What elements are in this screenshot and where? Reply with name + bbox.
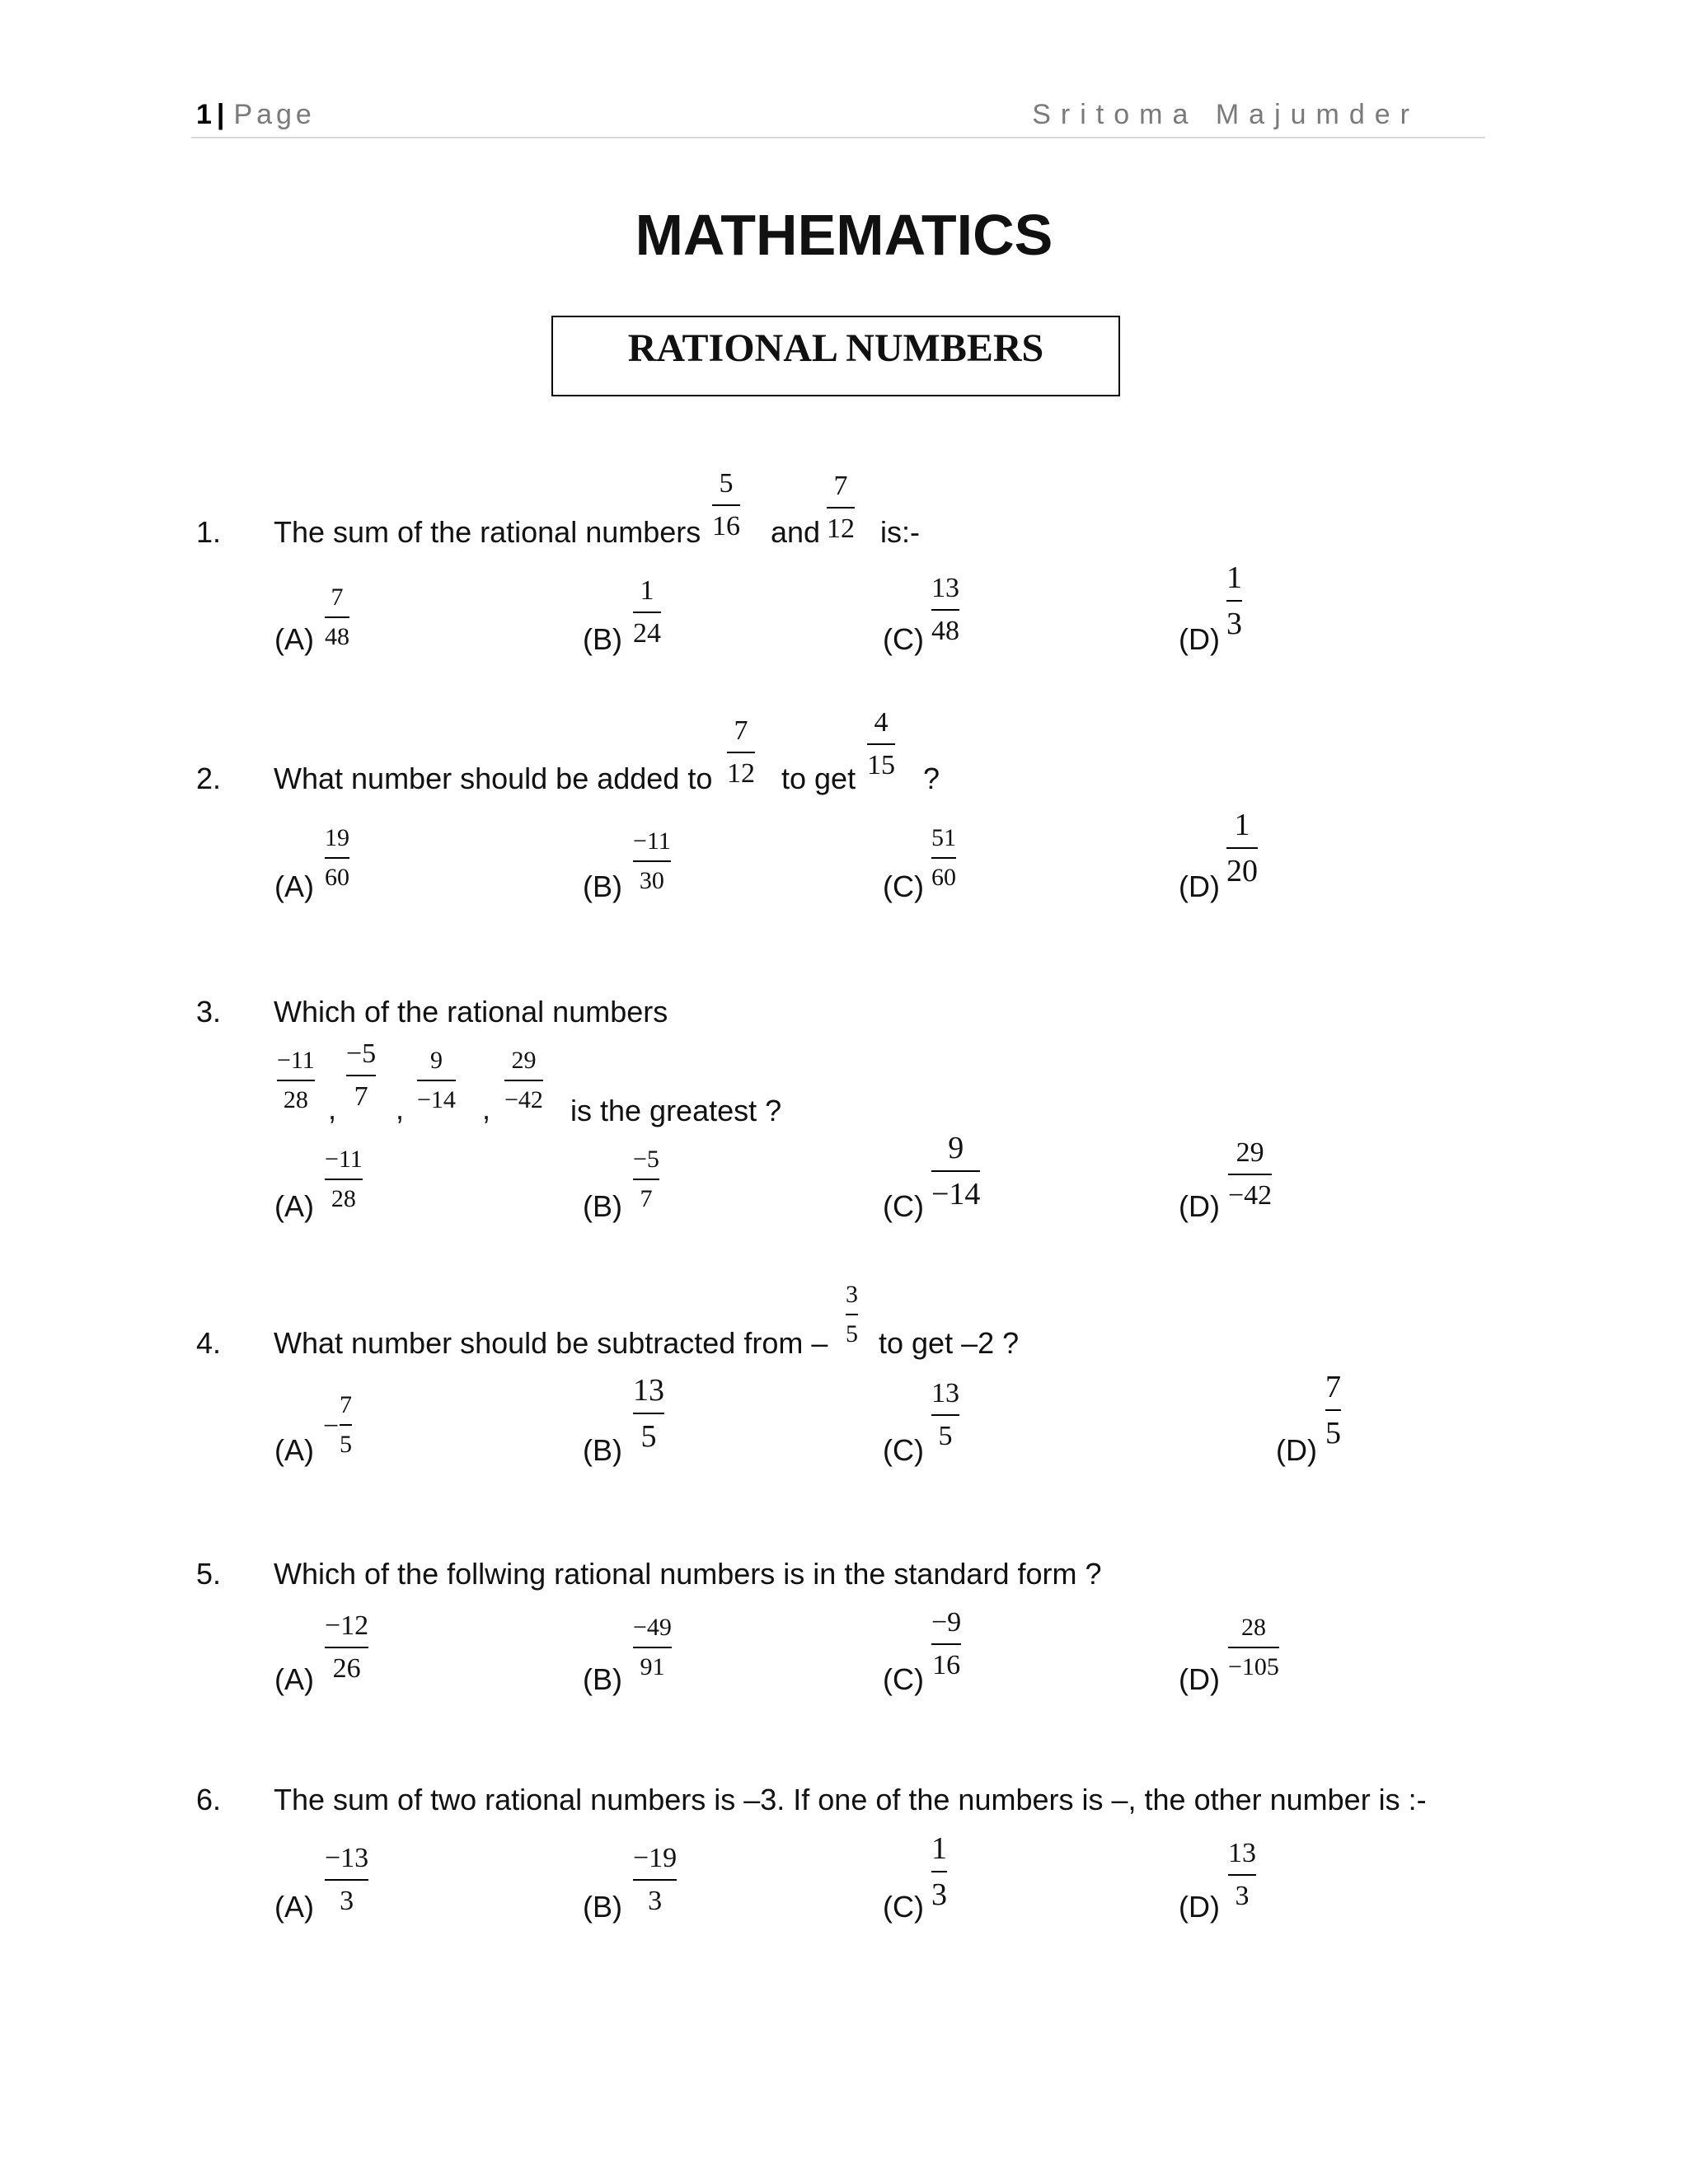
- numerator: 9: [429, 1047, 443, 1074]
- option-label: (A): [274, 1890, 314, 1924]
- numerator: 13: [931, 1378, 959, 1408]
- question-number: 3.: [196, 995, 222, 1029]
- option-fraction: [325, 1147, 363, 1212]
- option-fraction: [1325, 1371, 1341, 1449]
- numerator: 4: [874, 707, 889, 738]
- question-number: 6.: [196, 1783, 222, 1816]
- option-fraction: [633, 1844, 677, 1915]
- numerator: −5: [633, 1146, 659, 1173]
- comma: ,: [328, 1092, 337, 1126]
- option-fraction: [931, 1609, 961, 1680]
- fraction: [846, 1282, 858, 1347]
- option-label: (A): [274, 622, 314, 656]
- comma: ,: [482, 1092, 491, 1126]
- option-label: (C): [883, 622, 924, 656]
- denominator: 20: [1226, 847, 1258, 887]
- denominator: 26: [325, 1647, 368, 1683]
- numerator: −12: [325, 1610, 369, 1641]
- fraction: [277, 1048, 315, 1113]
- page-number: 1: [196, 99, 212, 130]
- denominator: 5: [931, 1414, 959, 1451]
- option-fraction: [340, 1393, 352, 1457]
- question-number: 2.: [196, 762, 222, 795]
- question-text: The sum of the rational numbers: [274, 515, 701, 549]
- denominator: −42: [1228, 1174, 1272, 1210]
- option-label: (D): [1179, 869, 1220, 903]
- fraction: [712, 470, 740, 541]
- numerator: −5: [346, 1038, 377, 1069]
- denominator: −14: [931, 1170, 980, 1210]
- option-label: (B): [583, 869, 622, 903]
- denominator: 60: [931, 857, 956, 890]
- option-fraction: [1228, 1840, 1256, 1910]
- option-fraction: [931, 1132, 980, 1210]
- comma: ,: [396, 1092, 405, 1126]
- fraction: [504, 1048, 543, 1113]
- numerator: 7: [734, 715, 748, 746]
- option-fraction: [633, 1375, 664, 1452]
- numerator: 7: [331, 583, 344, 611]
- denominator: 28: [325, 1179, 363, 1212]
- question-text: to get: [781, 762, 856, 795]
- question-number: 1.: [196, 515, 222, 549]
- question-number: 4.: [196, 1326, 222, 1360]
- option-label: (C): [883, 1890, 924, 1924]
- option-fraction: [633, 1615, 672, 1680]
- option-fraction: [931, 1833, 947, 1910]
- option-label: (C): [883, 1433, 924, 1467]
- denominator: 60: [325, 857, 349, 890]
- denominator: 3: [1228, 1874, 1256, 1910]
- numerator: 13: [633, 1373, 664, 1408]
- denominator: −105: [1228, 1647, 1279, 1680]
- option-label: (A): [274, 1189, 314, 1223]
- denominator: 16: [931, 1643, 961, 1680]
- option-label: (C): [883, 869, 924, 903]
- subtitle: RATIONAL NUMBERS: [627, 326, 1044, 370]
- question-text: What number should be added to: [274, 762, 713, 795]
- numerator: 9: [948, 1131, 964, 1165]
- option-label: (B): [583, 1662, 622, 1696]
- numerator: 5: [719, 468, 734, 499]
- denominator: 48: [325, 616, 349, 649]
- option-fraction: [931, 574, 959, 645]
- option-fraction: [1226, 809, 1258, 887]
- option-fraction: [325, 826, 349, 890]
- numerator: −13: [325, 1843, 369, 1873]
- option-fraction: [1228, 1139, 1272, 1210]
- fraction: [417, 1048, 456, 1113]
- numerator: −11: [277, 1047, 315, 1074]
- question-text: The sum of two rational numbers is –3. If one of the numbers is –, the other number is :-: [274, 1783, 1427, 1816]
- option-label: (B): [583, 1189, 622, 1223]
- fraction: [346, 1040, 376, 1111]
- denominator: 3: [325, 1879, 368, 1915]
- numerator: 13: [931, 573, 959, 603]
- denominator: 5: [1325, 1409, 1341, 1449]
- denominator: 28: [277, 1080, 315, 1113]
- option-label: (B): [583, 1890, 622, 1924]
- denominator: 3: [1226, 600, 1242, 640]
- option-label: (D): [1179, 622, 1220, 656]
- option-fraction: [1226, 562, 1242, 640]
- denominator: −14: [417, 1080, 456, 1113]
- question-text: is:-: [880, 515, 920, 549]
- numerator: 28: [1240, 1614, 1266, 1641]
- denominator: 15: [867, 743, 895, 780]
- option-fraction: [633, 577, 661, 648]
- denominator: 3: [931, 1871, 947, 1910]
- numerator: −49: [633, 1614, 672, 1641]
- numerator: 29: [511, 1047, 537, 1074]
- numerator: −11: [633, 827, 671, 855]
- denominator: 48: [931, 609, 959, 645]
- page-header-left: [196, 99, 316, 131]
- option-fraction: [931, 826, 956, 890]
- denominator: 7: [633, 1179, 659, 1212]
- numerator: −9: [931, 1607, 962, 1638]
- option-label: (A): [274, 869, 314, 903]
- denominator: 91: [633, 1647, 672, 1680]
- option-label: (B): [583, 1433, 622, 1467]
- header-divider: [191, 137, 1485, 138]
- numerator: −19: [633, 1843, 678, 1873]
- numerator: 7: [833, 471, 848, 501]
- numerator: 13: [1228, 1838, 1256, 1868]
- numerator: 1: [1234, 808, 1250, 842]
- denominator: 7: [346, 1075, 376, 1111]
- option-fraction: [325, 1612, 368, 1683]
- page-label: Page: [233, 99, 316, 130]
- denominator: 5: [340, 1424, 352, 1457]
- numerator: 19: [325, 824, 349, 851]
- option-label: (C): [883, 1189, 924, 1223]
- numerator: 7: [1325, 1370, 1341, 1404]
- option-fraction: [325, 1844, 368, 1915]
- numerator: 51: [931, 824, 956, 851]
- question-text: is the greatest ?: [570, 1094, 782, 1127]
- option-fraction: [1228, 1615, 1279, 1680]
- option-label: (A): [274, 1433, 314, 1467]
- numerator: 7: [340, 1391, 352, 1418]
- option-fraction: [325, 585, 349, 649]
- page-title: MATHEMATICS: [635, 203, 1053, 267]
- fraction: [867, 709, 895, 780]
- denominator: −42: [504, 1080, 543, 1113]
- denominator: 24: [633, 612, 661, 648]
- question-text: What number should be subtracted from –: [274, 1326, 828, 1360]
- numerator: 3: [846, 1281, 858, 1308]
- option-label: (D): [1276, 1433, 1317, 1467]
- option-label: (D): [1179, 1662, 1220, 1696]
- question-text: to get –2 ?: [879, 1326, 1020, 1360]
- option-label: (B): [583, 622, 622, 656]
- fraction: [727, 717, 755, 788]
- denominator: 5: [633, 1413, 664, 1452]
- option-fraction: [931, 1380, 959, 1451]
- question-text: and: [771, 515, 821, 549]
- header-separator: |: [216, 99, 229, 130]
- denominator: 12: [827, 507, 855, 543]
- denominator: 12: [727, 752, 755, 788]
- option-fraction: [633, 1147, 659, 1212]
- author-name: Sritoma Majumder: [1032, 99, 1419, 130]
- negative-sign: −: [323, 1411, 340, 1441]
- denominator: 16: [712, 504, 740, 541]
- option-label: (A): [274, 1662, 314, 1696]
- fraction: [827, 472, 855, 543]
- option-label: (D): [1179, 1189, 1220, 1223]
- denominator: 3: [633, 1879, 677, 1915]
- option-fraction: [633, 829, 671, 893]
- numerator: −11: [325, 1146, 363, 1173]
- numerator: 29: [1236, 1137, 1264, 1168]
- option-label: (C): [883, 1662, 924, 1696]
- numerator: 1: [931, 1831, 947, 1866]
- denominator: 30: [633, 860, 671, 893]
- option-label: (D): [1179, 1890, 1220, 1924]
- numerator: 1: [640, 575, 654, 606]
- question-text: ?: [923, 762, 940, 795]
- question-text: Which of the follwing rational numbers is in the standard form ?: [274, 1557, 1102, 1591]
- question-text: Which of the rational numbers: [274, 995, 668, 1029]
- denominator: 5: [846, 1314, 858, 1347]
- numerator: 1: [1226, 560, 1242, 595]
- question-number: 5.: [196, 1557, 222, 1591]
